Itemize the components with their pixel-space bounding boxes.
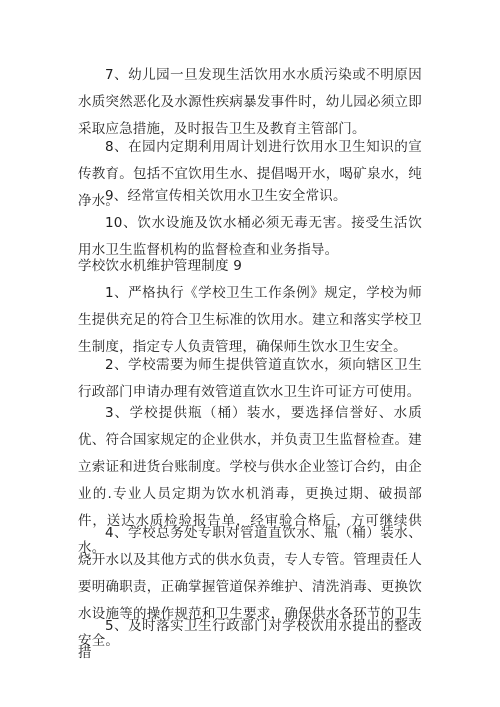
section-title: 学校饮水机维护管理制度 9 [78, 258, 242, 274]
paragraph-item-10: 10、饮水设施及饮水桶必须无毒无害。接受生活饮用水卫生监督机构的监督检查和业务指导。 [78, 215, 422, 258]
paragraph-item-9: 9、经常宣传相关饮用水卫生安全常识。 [105, 188, 347, 204]
paragraph-item-4: 4、学校总务处专职对管道直饮水、瓶（桶）装水、烧开水以及其他方式的供水负责，专人专管。管理责任人要明确职责，正确掌握管道保养维护、清洗消毒、更换饮水设施等的操作规范和卫生要求，确保供水各环节的卫生安全。 [78, 525, 422, 649]
paragraph-item-3: 3、学校提供瓶（桶）装水，要选择信誉好、水质优、符合国家规定的企业供水，并负责卫生监督检查。建立索证和进货台账制度。学校与供水企业签订合约，由企业的.专业人员定期为饮水机消毒，更换过期、破损部件，送达水质检验报告单，经审验合格后，方可继续供水。 [78, 405, 422, 556]
paragraph-item-1: 1、严格执行《学校卫生工作条例》规定，学校为师生提供充足的符合卫生标准的饮用水。建立和落实学校卫生制度，指定专人负责管理，确保师生饮水卫生安全。 [78, 285, 422, 355]
paragraph-item-8: 8、在园内定期利用周计划进行饮用水卫生知识的宣传教育。包括不宜饮用生水、提倡喝开水，喝矿泉水，纯净水。 [78, 139, 422, 209]
paragraph-item-7: 7、幼儿园一旦发现生活饮用水水质污染或不明原因水质突然恶化及水源性疾病暴发事件时，幼儿园必须立即采取应急措施，及时报告卫生及教育主管部门。 [78, 67, 422, 137]
paragraph-item-5: 5、及时落实卫生行政部门对学校饮用水提出的整改措 [78, 618, 422, 661]
paragraph-item-2: 2、学校需要为师生提供管道直饮水，须向辖区卫生行政部门申请办理有效管道直饮水卫生许可证方可使用。 [78, 357, 422, 400]
